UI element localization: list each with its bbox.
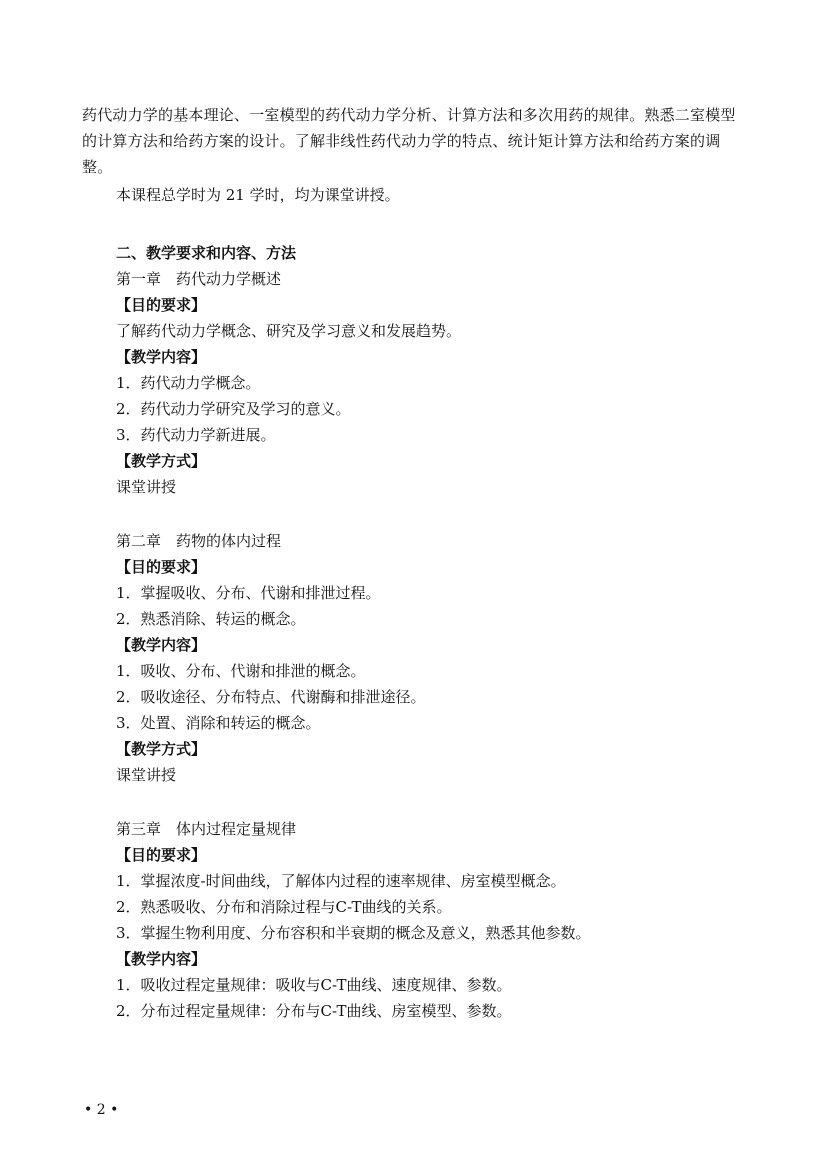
chapter-1-method-label: 【教学方式】 xyxy=(116,452,207,470)
chapter-2-content-item: 1．吸收、分布、代谢和排泄的概念。 xyxy=(116,662,366,680)
page-number: • 2 • xyxy=(84,1102,119,1118)
chapter-3-objective-item: 2．熟悉吸收、分布和消除过程与C-T曲线的关系。 xyxy=(116,898,452,916)
chapter-3-content-item: 2．分布过程定量规律：分布与C-T曲线、房室模型、参数。 xyxy=(116,1002,512,1020)
chapter-1-objective-label: 【目的要求】 xyxy=(116,296,207,314)
intro-paragraph: 药代动力学的基本理论、一室模型的药代动力学分析、计算方法和多次用药的规律。熟悉二室模型的计算方法和给药方案的设计。了解非线性药代动力学的特点、统计矩计算方法和给药方案的调整。 xyxy=(82,106,736,176)
chapter-spacer xyxy=(116,500,756,528)
intro-block xyxy=(82,102,746,208)
chapter-3-objective-label: 【目的要求】 xyxy=(116,846,207,864)
chapter-2-content-item: 2．吸收途径、分布特点、代谢酶和排泄途径。 xyxy=(116,688,426,706)
chapter-3-title: 第三章 体内过程定量规律 xyxy=(116,820,297,838)
main-content xyxy=(116,240,756,1024)
chapter-2-objective-item: 2．熟悉消除、转运的概念。 xyxy=(116,610,306,628)
chapter-2-objective-item: 1．掌握吸收、分布、代谢和排泄过程。 xyxy=(116,584,381,602)
chapter-3-content-label: 【教学内容】 xyxy=(116,950,207,968)
chapter-2-content-label: 【教学内容】 xyxy=(116,636,207,654)
chapter-1-method: 课堂讲授 xyxy=(116,478,177,496)
chapter-2-objective-label: 【目的要求】 xyxy=(116,558,207,576)
chapter-1-content-label: 【教学内容】 xyxy=(116,348,207,366)
chapter-1-title: 第一章 药代动力学概述 xyxy=(116,270,282,288)
chapter-1-content-item: 1．药代动力学概念。 xyxy=(116,374,261,392)
chapter-1-content-item: 2．药代动力学研究及学习的意义。 xyxy=(116,400,351,418)
course-hours-text: 本课程总学时为 21 学时，均为课堂讲授。 xyxy=(116,186,400,204)
chapter-2-title: 第二章 药物的体内过程 xyxy=(116,532,282,550)
section-title: 二、教学要求和内容、方法 xyxy=(116,244,297,262)
chapter-1-content-item: 3．药代动力学新进展。 xyxy=(116,426,276,444)
chapter-1-objective-item: 了解药代动力学概念、研究及学习意义和发展趋势。 xyxy=(116,322,462,340)
chapter-spacer xyxy=(116,788,756,816)
chapter-3-objective-item: 3．掌握生物利用度、分布容积和半衰期的概念及意义，熟悉其他参数。 xyxy=(116,924,591,942)
chapter-3-content-item: 1．吸收过程定量规律：吸收与C-T曲线、速度规律、参数。 xyxy=(116,976,512,994)
chapter-2-method: 课堂讲授 xyxy=(116,766,177,784)
chapter-2-content-item: 3．处置、消除和转运的概念。 xyxy=(116,714,321,732)
chapter-2-method-label: 【教学方式】 xyxy=(116,740,207,758)
chapter-3-objective-item: 1．掌握浓度-时间曲线，了解体内过程的速率规律、房室模型概念。 xyxy=(116,872,566,890)
